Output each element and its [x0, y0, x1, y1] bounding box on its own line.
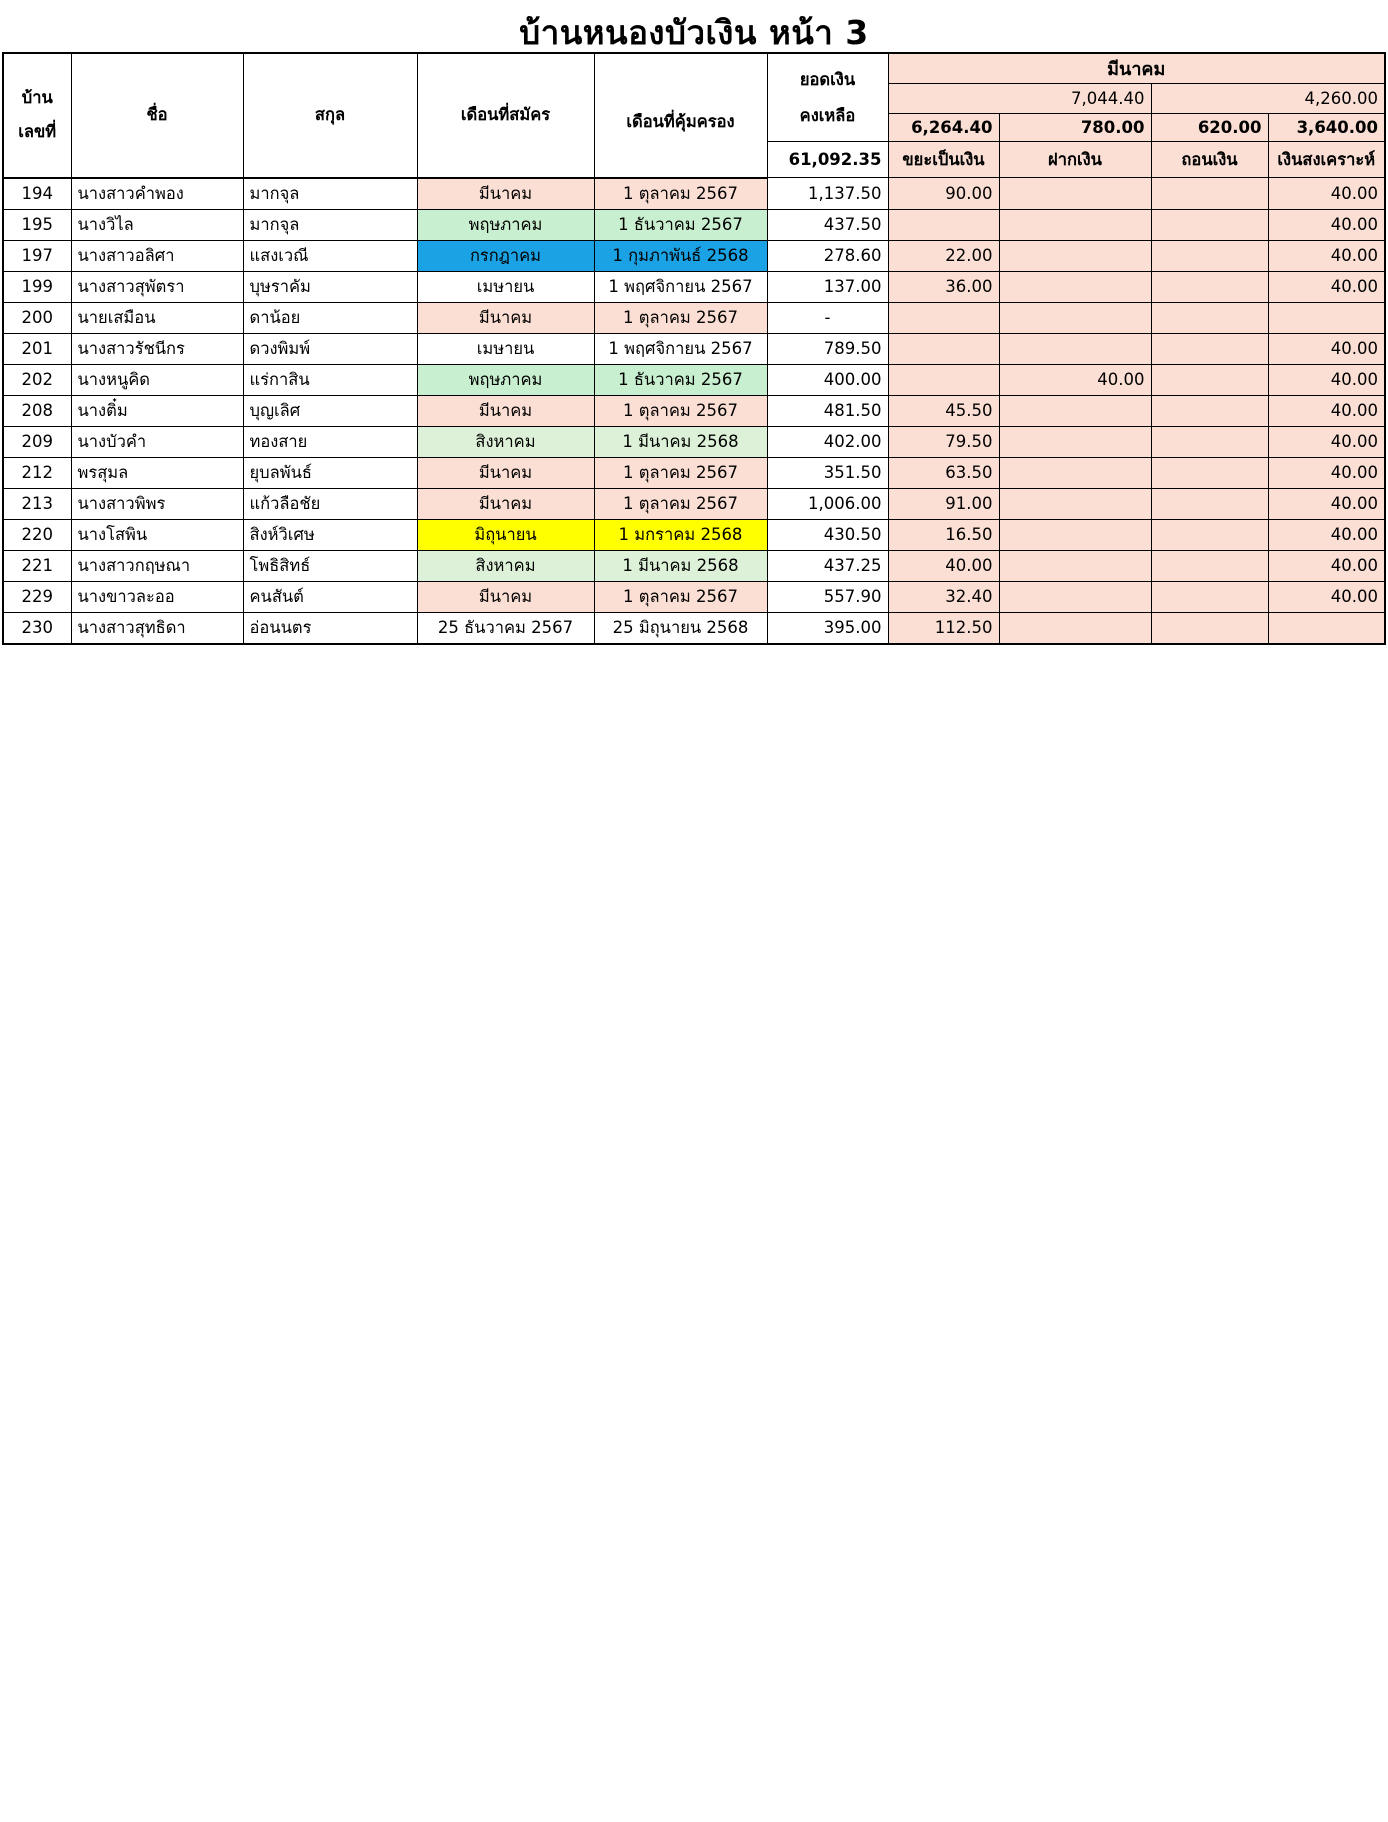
month-protected-cell: 1 มีนาคม 2568 — [594, 426, 767, 457]
balance-cell: 1,137.50 — [767, 178, 888, 210]
balance-cell: 481.50 — [767, 395, 888, 426]
header-waste: ขยะเป็นเงิน — [888, 142, 999, 178]
waste-cell: 91.00 — [888, 488, 999, 519]
balance-cell: 400.00 — [767, 364, 888, 395]
last-name-cell: บุษราคัม — [243, 271, 417, 302]
subtotal-welfare: 3,640.00 — [1268, 114, 1385, 142]
subtotal-deposit: 780.00 — [999, 114, 1151, 142]
table-row — [3, 271, 1385, 302]
house-no-cell: 195 — [3, 209, 71, 240]
deposit-cell — [999, 271, 1151, 302]
first-name-cell: นางขาวละออ — [71, 581, 243, 612]
house-no-cell: 220 — [3, 519, 71, 550]
waste-cell: 16.50 — [888, 519, 999, 550]
waste-cell — [888, 333, 999, 364]
month-protected-cell: 1 ธันวาคม 2567 — [594, 209, 767, 240]
welfare-cell: 40.00 — [1268, 457, 1385, 488]
first-name-cell: นางหนูคิด — [71, 364, 243, 395]
table-row — [3, 240, 1385, 271]
waste-cell — [888, 302, 999, 333]
table-row — [3, 550, 1385, 581]
first-name-cell: นางสาวพิพร — [71, 488, 243, 519]
month-protected-cell: 1 มีนาคม 2568 — [594, 550, 767, 581]
house-no-cell: 209 — [3, 426, 71, 457]
withdraw-cell — [1151, 178, 1268, 210]
balance-cell: 789.50 — [767, 333, 888, 364]
house-no-cell: 197 — [3, 240, 71, 271]
month-applied-cell: มีนาคม — [417, 488, 594, 519]
balance-cell: 395.00 — [767, 612, 888, 644]
month-applied-cell: สิงหาคม — [417, 550, 594, 581]
house-no-cell: 221 — [3, 550, 71, 581]
month-applied-cell: มีนาคม — [417, 395, 594, 426]
table-row — [3, 209, 1385, 240]
month-applied-cell: เมษายน — [417, 271, 594, 302]
welfare-cell: 40.00 — [1268, 581, 1385, 612]
deposit-cell — [999, 178, 1151, 210]
house-no-cell: 199 — [3, 271, 71, 302]
balance-total: 61,092.35 — [767, 142, 888, 178]
month-applied-cell: มิถุนายน — [417, 519, 594, 550]
header-withdraw: ถอนเงิน — [1151, 142, 1268, 178]
table-row — [3, 426, 1385, 457]
welfare-cell: 40.00 — [1268, 364, 1385, 395]
house-no-cell: 212 — [3, 457, 71, 488]
header-balance: ยอดเงิน คงเหลือ — [767, 53, 888, 142]
withdraw-cell — [1151, 519, 1268, 550]
waste-cell: 79.50 — [888, 426, 999, 457]
header-house-no: บ้าน เลขที่ — [3, 53, 71, 178]
month-applied-cell: พฤษภาคม — [417, 364, 594, 395]
first-name-cell: นางสาวคำพอง — [71, 178, 243, 210]
balance-cell: - — [767, 302, 888, 333]
withdraw-cell — [1151, 209, 1268, 240]
last-name-cell: บุญเลิศ — [243, 395, 417, 426]
welfare-cell: 40.00 — [1268, 240, 1385, 271]
table-row — [3, 302, 1385, 333]
table-row — [3, 333, 1385, 364]
month-protected-cell: 25 มิถุนายน 2568 — [594, 612, 767, 644]
month-protected-cell: 1 ตุลาคม 2567 — [594, 302, 767, 333]
waste-cell — [888, 364, 999, 395]
month-protected-cell: 1 ตุลาคม 2567 — [594, 488, 767, 519]
first-name-cell: พรสุมล — [71, 457, 243, 488]
withdraw-cell — [1151, 612, 1268, 644]
month-protected-cell: 1 พฤศจิกายน 2567 — [594, 333, 767, 364]
house-no-cell: 229 — [3, 581, 71, 612]
table-row — [3, 364, 1385, 395]
house-no-cell: 194 — [3, 178, 71, 210]
month-applied-cell: มีนาคม — [417, 457, 594, 488]
month-protected-cell: 1 ธันวาคม 2567 — [594, 364, 767, 395]
month-applied-cell: กรกฎาคม — [417, 240, 594, 271]
withdraw-cell — [1151, 271, 1268, 302]
month-protected-cell: 1 มกราคม 2568 — [594, 519, 767, 550]
balance-cell: 402.00 — [767, 426, 888, 457]
month-applied-cell: 25 ธันวาคม 2567 — [417, 612, 594, 644]
table-row — [3, 488, 1385, 519]
table-row — [3, 178, 1385, 210]
welfare-cell: 40.00 — [1268, 488, 1385, 519]
welfare-cell — [1268, 302, 1385, 333]
waste-cell: 32.40 — [888, 581, 999, 612]
last-name-cell: แก้วลือชัย — [243, 488, 417, 519]
welfare-cell: 40.00 — [1268, 209, 1385, 240]
withdraw-cell — [1151, 395, 1268, 426]
welfare-cell: 40.00 — [1268, 178, 1385, 210]
house-no-cell: 201 — [3, 333, 71, 364]
table-row — [3, 519, 1385, 550]
month-protected-cell: 1 กุมภาพันธ์ 2568 — [594, 240, 767, 271]
welfare-cell: 40.00 — [1268, 395, 1385, 426]
deposit-cell — [999, 395, 1151, 426]
last-name-cell: สิงห์วิเศษ — [243, 519, 417, 550]
deposit-cell — [999, 519, 1151, 550]
balance-cell: 1,006.00 — [767, 488, 888, 519]
balance-cell: 430.50 — [767, 519, 888, 550]
page-title: บ้านหนองบัวเงิน หน้า 3 — [519, 13, 869, 52]
month-applied-cell: สิงหาคม — [417, 426, 594, 457]
subtotal-withdraw: 620.00 — [1151, 114, 1268, 142]
last-name-cell: คนสันต์ — [243, 581, 417, 612]
first-name-cell: นางสาวรัชนีกร — [71, 333, 243, 364]
waste-cell — [888, 209, 999, 240]
welfare-cell — [1268, 612, 1385, 644]
deposit-cell: 40.00 — [999, 364, 1151, 395]
house-no-cell: 230 — [3, 612, 71, 644]
deposit-cell — [999, 581, 1151, 612]
month-applied-cell: พฤษภาคม — [417, 209, 594, 240]
deposit-cell — [999, 457, 1151, 488]
header-welfare: เงินสงเคราะห์ — [1268, 142, 1385, 178]
month-protected-cell: 1 ตุลาคม 2567 — [594, 457, 767, 488]
balance-cell: 437.50 — [767, 209, 888, 240]
last-name-cell: อ่อนนตร — [243, 612, 417, 644]
last-name-cell: ดาน้อย — [243, 302, 417, 333]
last-name-cell: ทองสาย — [243, 426, 417, 457]
header-first-name: ชื่อ — [71, 53, 243, 178]
waste-cell: 112.50 — [888, 612, 999, 644]
withdraw-cell — [1151, 426, 1268, 457]
last-name-cell: แสงเวณี — [243, 240, 417, 271]
subtotal-waste: 6,264.40 — [888, 114, 999, 142]
waste-cell: 40.00 — [888, 550, 999, 581]
group-total-left: 7,044.40 — [888, 84, 1151, 114]
last-name-cell: มากจุล — [243, 209, 417, 240]
first-name-cell: นางสาวอลิศา — [71, 240, 243, 271]
month-protected-cell: 1 ตุลาคม 2567 — [594, 581, 767, 612]
house-no-cell: 208 — [3, 395, 71, 426]
first-name-cell: นางโสพิน — [71, 519, 243, 550]
month-applied-cell: เมษายน — [417, 333, 594, 364]
first-name-cell: นางติ๋ม — [71, 395, 243, 426]
deposit-cell — [999, 209, 1151, 240]
withdraw-cell — [1151, 333, 1268, 364]
balance-cell: 278.60 — [767, 240, 888, 271]
first-name-cell: นางสาวกฤษณา — [71, 550, 243, 581]
first-name-cell: นายเสมือน — [71, 302, 243, 333]
last-name-cell: มากจุล — [243, 178, 417, 210]
group-total-right: 4,260.00 — [1151, 84, 1385, 114]
balance-cell: 137.00 — [767, 271, 888, 302]
last-name-cell: ยุบลพันธ์ — [243, 457, 417, 488]
header-deposit: ฝากเงิน — [999, 142, 1151, 178]
table-row — [3, 457, 1385, 488]
deposit-cell — [999, 302, 1151, 333]
waste-cell: 45.50 — [888, 395, 999, 426]
savings-table — [2, 52, 1386, 645]
header-last-name: สกุล — [243, 53, 417, 178]
month-applied-cell: มีนาคม — [417, 302, 594, 333]
deposit-cell — [999, 240, 1151, 271]
deposit-cell — [999, 426, 1151, 457]
house-no-cell: 213 — [3, 488, 71, 519]
month-applied-cell: มีนาคม — [417, 178, 594, 210]
waste-cell: 90.00 — [888, 178, 999, 210]
deposit-cell — [999, 488, 1151, 519]
first-name-cell: นางบัวคำ — [71, 426, 243, 457]
welfare-cell: 40.00 — [1268, 426, 1385, 457]
balance-cell: 351.50 — [767, 457, 888, 488]
welfare-cell: 40.00 — [1268, 271, 1385, 302]
balance-cell: 557.90 — [767, 581, 888, 612]
welfare-cell: 40.00 — [1268, 550, 1385, 581]
first-name-cell: นางวิไล — [71, 209, 243, 240]
house-no-cell: 200 — [3, 302, 71, 333]
waste-cell: 36.00 — [888, 271, 999, 302]
month-applied-cell: มีนาคม — [417, 581, 594, 612]
last-name-cell: แร่กาสิน — [243, 364, 417, 395]
deposit-cell — [999, 612, 1151, 644]
withdraw-cell — [1151, 488, 1268, 519]
withdraw-cell — [1151, 457, 1268, 488]
withdraw-cell — [1151, 240, 1268, 271]
month-protected-cell: 1 ตุลาคม 2567 — [594, 178, 767, 210]
table-row — [3, 581, 1385, 612]
month-protected-cell: 1 ตุลาคม 2567 — [594, 395, 767, 426]
house-no-cell: 202 — [3, 364, 71, 395]
waste-cell: 63.50 — [888, 457, 999, 488]
header-month-name: มีนาคม — [888, 53, 1385, 84]
first-name-cell: นางสาวสุทธิดา — [71, 612, 243, 644]
withdraw-cell — [1151, 364, 1268, 395]
last-name-cell: โพธิสิทธ์ — [243, 550, 417, 581]
last-name-cell: ดวงพิมพ์ — [243, 333, 417, 364]
table-row — [3, 612, 1385, 644]
table-row — [3, 395, 1385, 426]
deposit-cell — [999, 550, 1151, 581]
welfare-cell: 40.00 — [1268, 333, 1385, 364]
withdraw-cell — [1151, 581, 1268, 612]
withdraw-cell — [1151, 550, 1268, 581]
welfare-cell: 40.00 — [1268, 519, 1385, 550]
waste-cell: 22.00 — [888, 240, 999, 271]
balance-cell: 437.25 — [767, 550, 888, 581]
month-protected-cell: 1 พฤศจิกายน 2567 — [594, 271, 767, 302]
first-name-cell: นางสาวสุพัตรา — [71, 271, 243, 302]
withdraw-cell — [1151, 302, 1268, 333]
deposit-cell — [999, 333, 1151, 364]
header-month-protected: เดือนที่คุ้มครอง — [594, 53, 767, 178]
header-month-applied: เดือนที่สมัคร — [417, 53, 594, 178]
